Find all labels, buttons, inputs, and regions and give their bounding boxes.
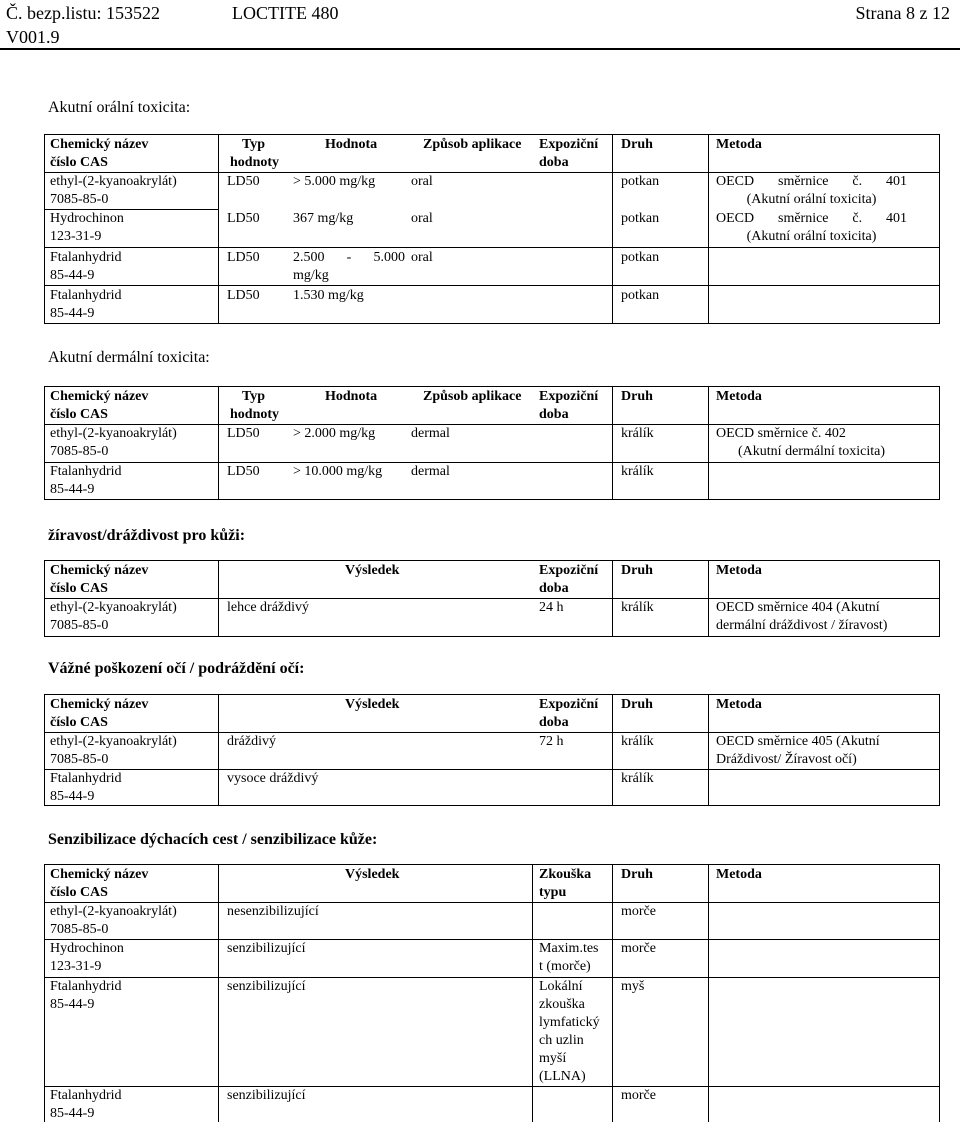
method-detail: dermální dráždivost / žíravost) [716, 618, 888, 633]
cas-number: 7085-85-0 [50, 444, 109, 459]
result: nesenzibilizující [227, 904, 319, 919]
col-test-type-2: typu [539, 885, 567, 900]
page-number: Strana 8 z 12 [855, 3, 950, 23]
col-species: Druh [621, 389, 653, 404]
cas-number: 85-44-9 [50, 268, 95, 283]
col-value: Hodnota [325, 389, 378, 404]
col-name: Chemický název [50, 389, 149, 404]
chemical-name: ethyl-(2-kyanoakrylát) [50, 174, 177, 189]
col-cas: číslo CAS [50, 581, 108, 596]
col-type-2: hodnoty [230, 155, 280, 170]
method: OECD směrnice č. 402 [716, 426, 846, 441]
species: potkan [621, 211, 660, 226]
species: králík [621, 464, 654, 479]
species: myš [621, 979, 645, 994]
value: 1.530 mg/kg [293, 288, 364, 303]
col-species: Druh [621, 563, 653, 578]
value: 2.500 - 5.000 [293, 250, 405, 265]
col-route: Způsob aplikace [423, 137, 522, 152]
species: králík [621, 771, 654, 786]
method: OECD směrnice č. 401 [716, 174, 907, 189]
section-title-skin: žíravost/dráždivost pro kůži: [48, 527, 246, 544]
col-name: Chemický název [50, 137, 149, 152]
species: potkan [621, 250, 660, 265]
col-method: Metoda [716, 563, 762, 578]
col-cas: číslo CAS [50, 715, 108, 730]
test-type: zkouška [539, 997, 585, 1012]
col-method: Metoda [716, 137, 762, 152]
cas-number: 85-44-9 [50, 306, 95, 321]
cas-number: 85-44-9 [50, 1106, 95, 1121]
method-detail: (Akutní orální toxicita) [746, 192, 877, 207]
test-type: lymfatický [539, 1015, 600, 1030]
species: morče [621, 1088, 656, 1103]
test-type: Lokální [539, 979, 583, 994]
table-oral-toxicity [44, 134, 940, 324]
col-test-type: Zkouška [539, 867, 592, 882]
test-type: t (morče) [539, 959, 591, 974]
value-type: LD50 [227, 288, 260, 303]
col-method: Metoda [716, 697, 762, 712]
value: 367 mg/kg [293, 211, 354, 226]
page-header [6, 2, 950, 52]
col-method: Metoda [716, 867, 762, 882]
value-unit: mg/kg [293, 268, 329, 283]
chemical-name: ethyl-(2-kyanoakrylát) [50, 426, 177, 441]
test-type: (LLNA) [539, 1069, 586, 1084]
species: potkan [621, 174, 660, 189]
col-result: Výsledek [345, 867, 400, 882]
col-type-2: hodnoty [230, 407, 280, 422]
col-value: Hodnota [325, 137, 378, 152]
method-detail: (Akutní orální toxicita) [746, 229, 877, 244]
route: dermal [411, 464, 450, 479]
value: > 2.000 mg/kg [293, 426, 376, 441]
value-type: LD50 [227, 211, 260, 226]
col-method: Metoda [716, 389, 762, 404]
species: potkan [621, 288, 660, 303]
section-title-sensitization: Senzibilizace dýchacích cest / senzibilizace kůže: [48, 831, 378, 848]
col-name: Chemický název [50, 563, 149, 578]
chemical-name: Ftalanhydrid [50, 1088, 122, 1103]
table-dermal-toxicity [44, 386, 940, 500]
species: morče [621, 904, 656, 919]
cas-number: 123-31-9 [50, 959, 102, 974]
chemical-name: Ftalanhydrid [50, 771, 122, 786]
table-skin-irritation [44, 560, 940, 637]
col-species: Druh [621, 697, 653, 712]
col-exposure: Expoziční [539, 137, 599, 152]
route: oral [411, 211, 433, 226]
method-detail: (Akutní dermální toxicita) [738, 444, 885, 459]
method: OECD směrnice 405 (Akutní [716, 734, 880, 749]
col-exposure-2: doba [539, 407, 569, 422]
route: oral [411, 250, 433, 265]
cas-number: 85-44-9 [50, 482, 95, 497]
value: > 5.000 mg/kg [293, 174, 376, 189]
chemical-name: Hydrochinon [50, 211, 124, 226]
col-cas: číslo CAS [50, 155, 108, 170]
method-detail: Dráždivost/ Žíravost očí) [716, 752, 857, 767]
chemical-name: Hydrochinon [50, 941, 124, 956]
route: oral [411, 174, 433, 189]
chemical-name: ethyl-(2-kyanoakrylát) [50, 734, 177, 749]
cas-number: 85-44-9 [50, 997, 95, 1012]
chemical-name: ethyl-(2-kyanoakrylát) [50, 904, 177, 919]
col-type: Typ [242, 137, 266, 152]
chemical-name: Ftalanhydrid [50, 250, 122, 265]
result: lehce dráždivý [227, 600, 310, 615]
col-exposure: Expoziční [539, 697, 599, 712]
species: králík [621, 426, 654, 441]
exposure-time: 72 h [539, 734, 564, 749]
col-cas: číslo CAS [50, 407, 108, 422]
col-exposure-2: doba [539, 581, 569, 596]
cas-number: 7085-85-0 [50, 618, 109, 633]
section-title-eye: Vážné poškození očí / podráždění očí: [48, 660, 305, 677]
result: senzibilizující [227, 979, 306, 994]
route: dermal [411, 426, 450, 441]
result: senzibilizující [227, 941, 306, 956]
product-name: LOCTITE 480 [232, 3, 339, 23]
value-type: LD50 [227, 464, 260, 479]
value-type: LD50 [227, 174, 260, 189]
value: > 10.000 mg/kg [293, 464, 383, 479]
section-title-oral: Akutní orální toxicita: [48, 99, 191, 116]
chemical-name: Ftalanhydrid [50, 979, 122, 994]
table-eye-damage [44, 694, 940, 806]
col-cas: číslo CAS [50, 885, 108, 900]
cas-number: 85-44-9 [50, 789, 95, 804]
cas-number: 7085-85-0 [50, 192, 109, 207]
chemical-name: Ftalanhydrid [50, 288, 122, 303]
header-divider [0, 48, 960, 50]
chemical-name: ethyl-(2-kyanoakrylát) [50, 600, 177, 615]
cas-number: 7085-85-0 [50, 752, 109, 767]
result: dráždivý [227, 734, 276, 749]
col-species: Druh [621, 867, 653, 882]
species: morče [621, 941, 656, 956]
col-route: Způsob aplikace [423, 389, 522, 404]
species: králík [621, 734, 654, 749]
result: senzibilizující [227, 1088, 306, 1103]
col-result: Výsledek [345, 563, 400, 578]
test-type: ch uzlin [539, 1033, 584, 1048]
col-type: Typ [242, 389, 266, 404]
value-type: LD50 [227, 250, 260, 265]
cas-number: 123-31-9 [50, 229, 102, 244]
test-type: Maxim.tes [539, 941, 599, 956]
col-exposure-2: doba [539, 715, 569, 730]
method: OECD směrnice č. 401 [716, 211, 907, 226]
col-result: Výsledek [345, 697, 400, 712]
test-type: myší [539, 1051, 567, 1066]
col-exposure: Expoziční [539, 563, 599, 578]
table-sensitization [44, 864, 940, 1122]
col-species: Druh [621, 137, 653, 152]
result: vysoce dráždivý [227, 771, 319, 786]
col-exposure-2: doba [539, 155, 569, 170]
value-type: LD50 [227, 426, 260, 441]
col-name: Chemický název [50, 697, 149, 712]
version: V001.9 [6, 27, 60, 47]
sheet-number: Č. bezp.listu: 153522 [6, 3, 160, 23]
chemical-name: Ftalanhydrid [50, 464, 122, 479]
cas-number: 7085-85-0 [50, 922, 109, 937]
section-title-dermal: Akutní dermální toxicita: [48, 349, 210, 366]
exposure-time: 24 h [539, 600, 564, 615]
method: OECD směrnice 404 (Akutní [716, 600, 880, 615]
col-name: Chemický název [50, 867, 149, 882]
col-exposure: Expoziční [539, 389, 599, 404]
species: králík [621, 600, 654, 615]
